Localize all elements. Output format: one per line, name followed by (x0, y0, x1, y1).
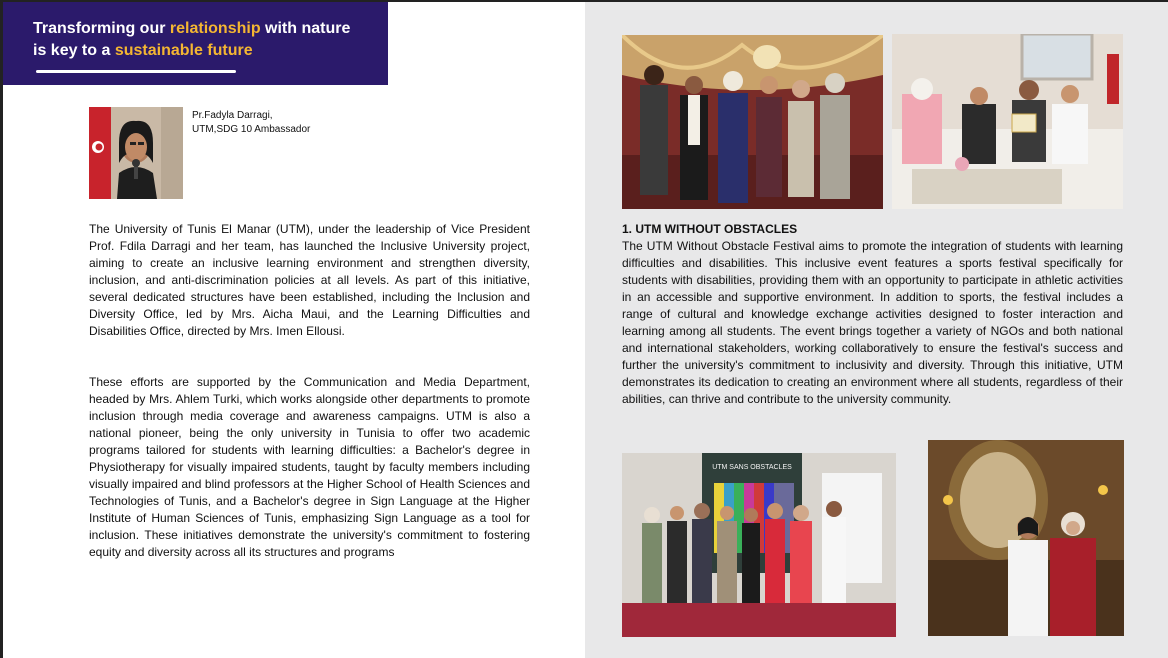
banner-highlight-relationship: relationship (169, 20, 261, 37)
photo-mirror-duo (928, 440, 1124, 636)
left-paragraph-2: These efforts are supported by the Communication and Media Department, headed by Mrs. Ahlem Turki, which works alongside other departments to promote inclusion through media coverage and awareness campaigns. UTM is also a national pioneer, being the only university in Tunisia to offer two academic programs tailored for students with learning difficulties: a Bachelor's degree in Physiotherapy for visually impaired students, taught by faculty members including visually impaired and blind professors at the Higher School of Health Sciences and Technologies of Tunis, and a Bachelor's degree in Sign Language at the Higher Institute of Human Sciences of Tunis, emphasizing Sign Language as a tool for inclusion. These initiatives demonstrate the university's commitment to fostering equity and diversity across all its structures and programs (89, 375, 530, 559)
banner-highlight-sustainable: sustainable future (114, 42, 253, 59)
event-banner-text: UTM SANS OBSTACLES (712, 464, 792, 471)
page-border-left (0, 0, 3, 658)
photo-students-sofa (892, 34, 1123, 209)
banner-heading: Transforming our relationship with nature is key to a sustainable future (33, 20, 351, 59)
portrait-caption (192, 109, 310, 137)
left-paragraph-1: The University of Tunis El Manar (UTM), under the leadership of Vice President Prof. Fdila Darragi and her team, has launched the Inclusive University project, aiming to create an inclusive learning environment and strengthen diversity, inclusion, and anti-discrimination policies at all levels. As part of this initiative, several dedicated structures have been established, including the Inclusion and Diversity Office, led by Mrs. Aicha Maui, and the Learning Difficulties and Disabilities Office, directed by Mrs. Imen Ellousi. (89, 222, 530, 338)
portrait-name: Pr.Fadyla Darragi, (192, 110, 273, 121)
photo-group-tent (622, 35, 883, 209)
section-title: 1. UTM WITHOUT OBSTACLES (622, 222, 798, 236)
photo-event-group (622, 453, 896, 637)
right-paragraph: The UTM Without Obstacle Festival aims to promote the integration of students with learning difficulties and disabilities. This inclusive event features a sports festival specifically for students with disabilities, providing them with an opportunity to participate in athletic activities in an accessible and supportive environment. In addition to sports, the festival includes a range of cultural and knowledge exchange activities designed to foster interaction and learning among all students. The event brings together a variety of NGOs and both national and international stakeholders, working collaboratively to ensure the festival's success and further the university's commitment to inclusivity and diversity. Through this initiative, UTM demonstrates its dedication to creating an environment where all students, regardless of their abilities, can thrive and contribute to the university community. (622, 239, 1123, 406)
title-banner (3, 2, 388, 85)
portrait-photo (89, 107, 183, 199)
portrait-role: UTM,SDG 10 Ambassador (192, 124, 311, 135)
banner-underline (36, 70, 236, 73)
